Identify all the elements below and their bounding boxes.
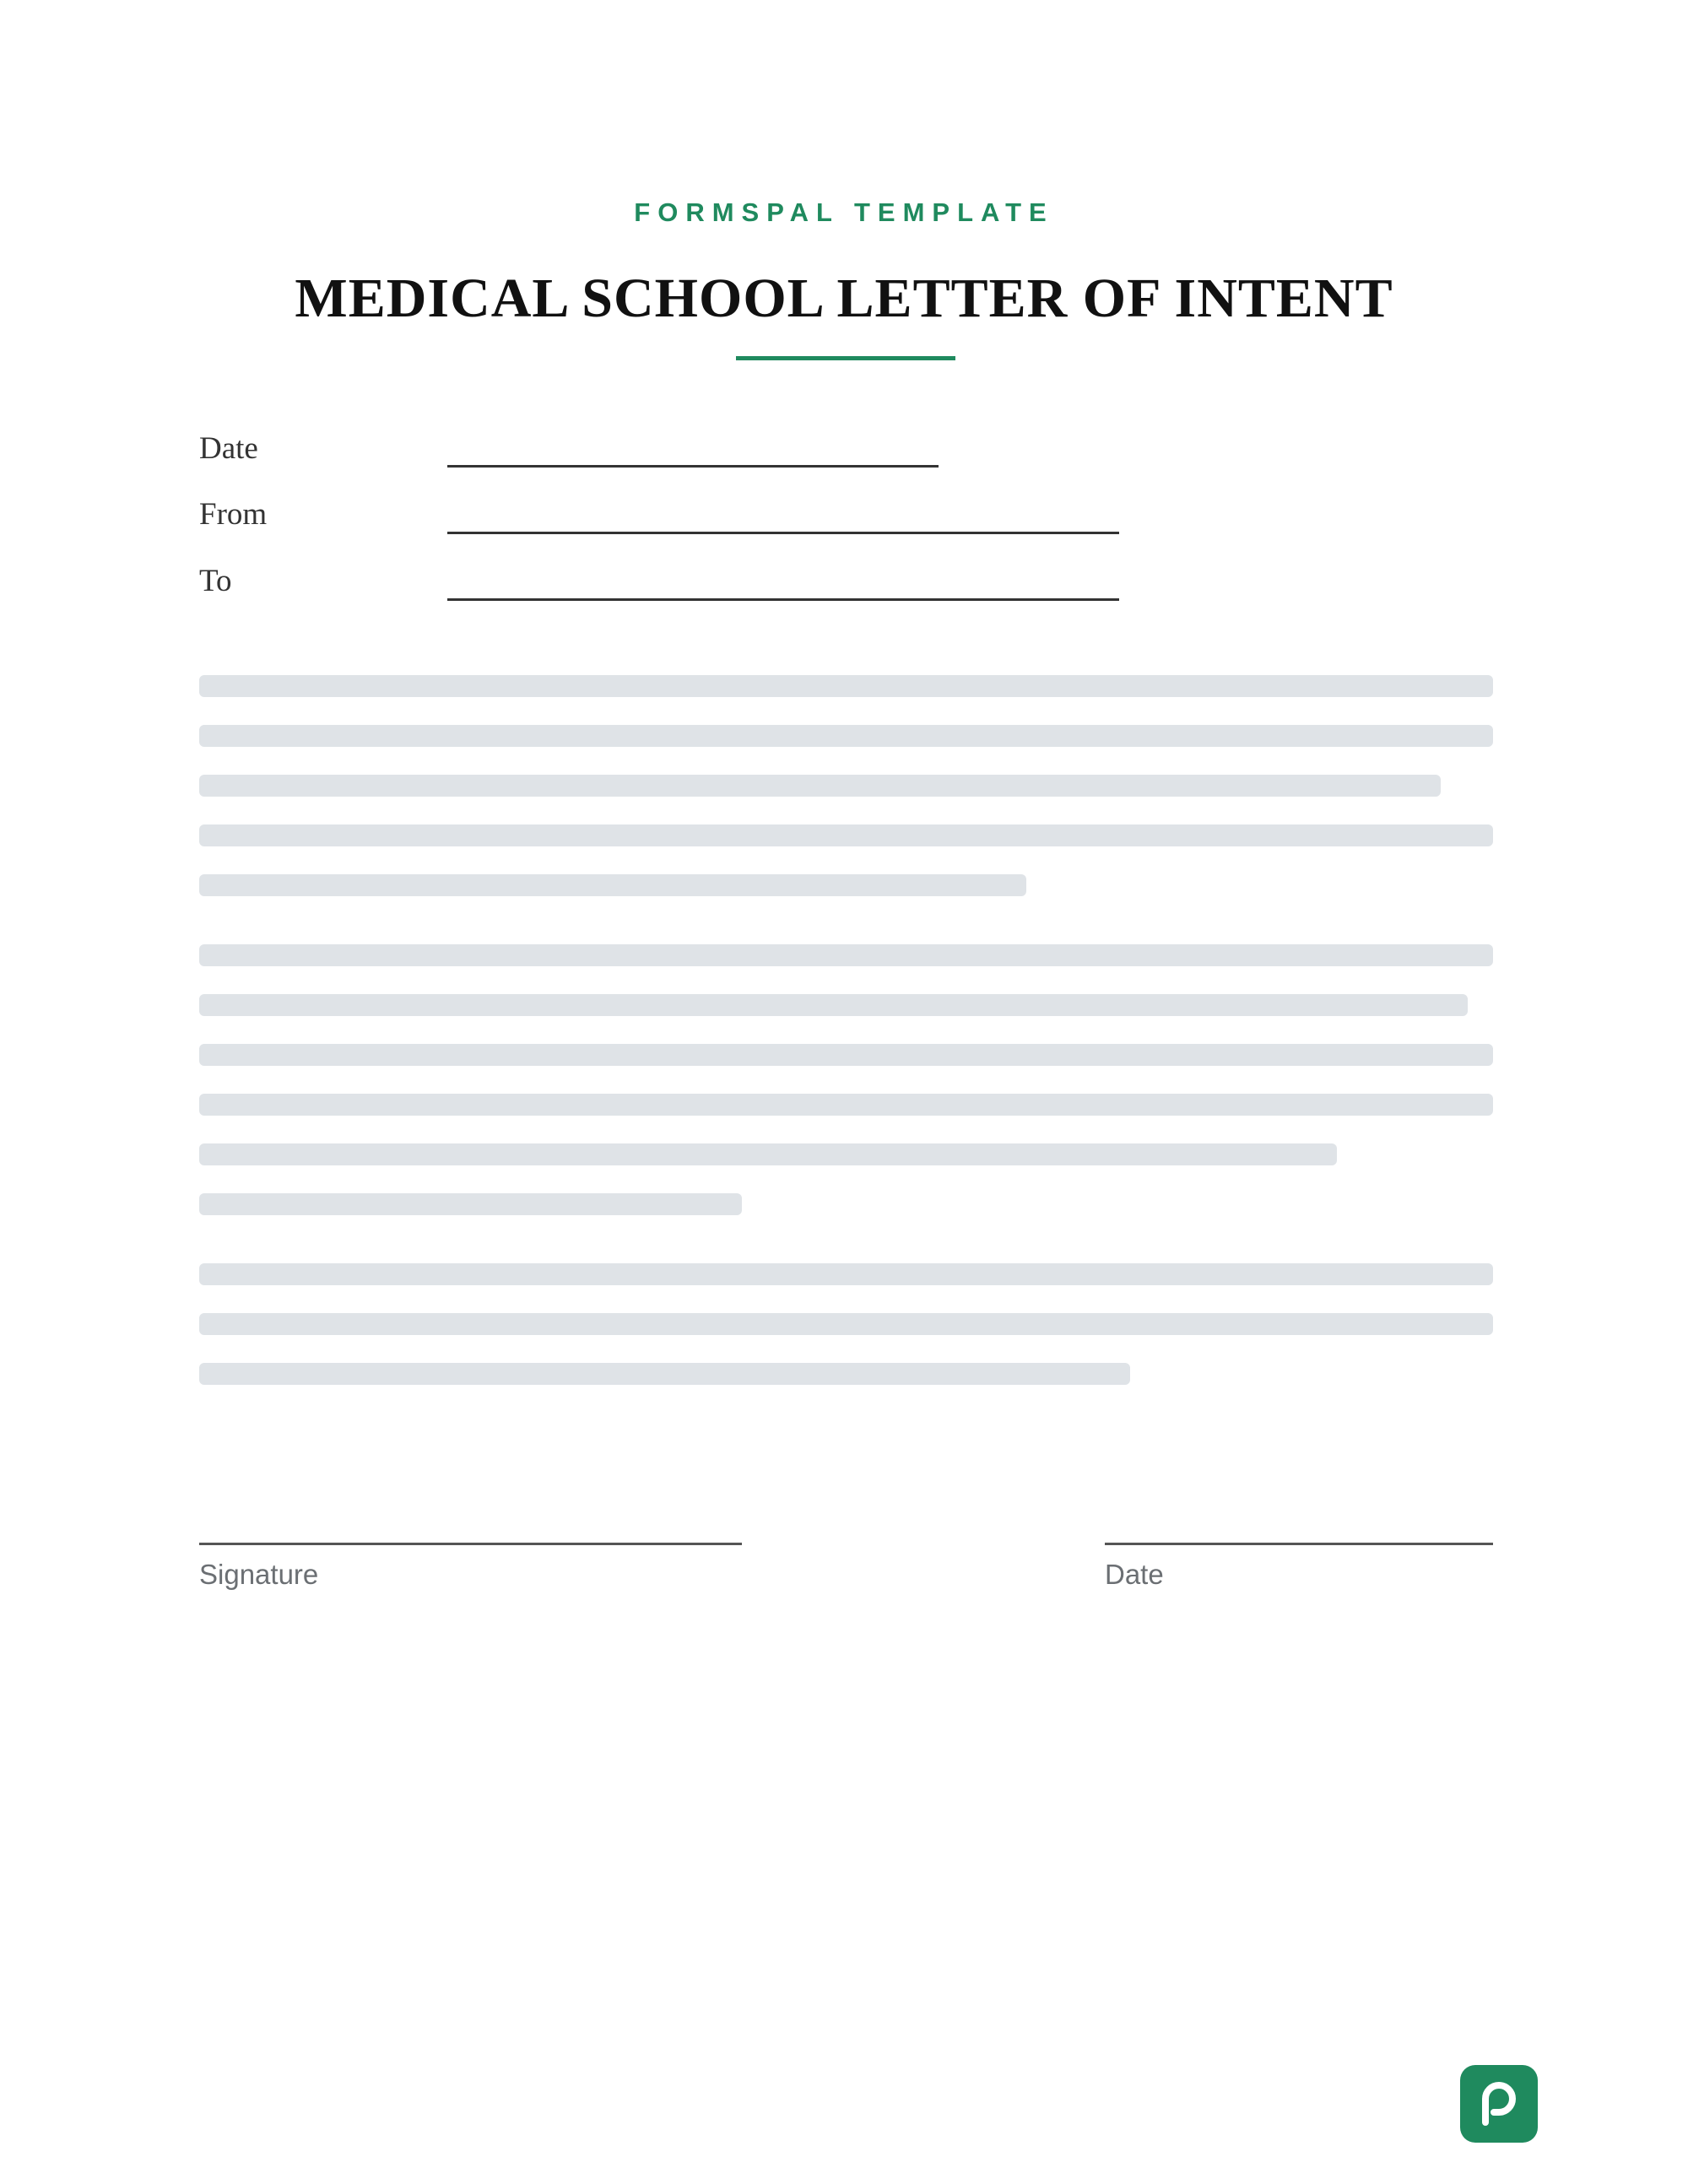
placeholder-text-line	[199, 1094, 1493, 1116]
placeholder-text-line	[199, 775, 1441, 797]
to-field-line[interactable]	[447, 598, 1119, 601]
date-field-line[interactable]	[447, 465, 939, 468]
placeholder-text-line	[199, 874, 1026, 896]
template-kicker: FORMSPAL TEMPLATE	[634, 197, 1054, 227]
placeholder-text-line	[199, 1193, 742, 1215]
placeholder-text-line	[199, 1363, 1130, 1385]
placeholder-text-line	[199, 1263, 1493, 1285]
to-field-label: To	[199, 564, 232, 598]
title-underline	[736, 356, 955, 360]
signature-line[interactable]	[199, 1543, 742, 1545]
from-field-label: From	[199, 497, 268, 532]
placeholder-text-line	[199, 675, 1493, 697]
date-field-label: Date	[199, 431, 258, 466]
signature-label: Signature	[199, 1559, 319, 1590]
placeholder-text-line	[199, 824, 1493, 846]
signature-date-label: Date	[1105, 1559, 1164, 1590]
placeholder-text-line	[199, 994, 1468, 1016]
placeholder-text-line	[199, 944, 1493, 966]
from-field-line[interactable]	[447, 532, 1119, 534]
placeholder-text-line	[199, 1313, 1493, 1335]
signature-date-line[interactable]	[1105, 1543, 1493, 1545]
placeholder-text-line	[199, 1143, 1337, 1165]
formspal-logo-icon	[1460, 2065, 1538, 2143]
placeholder-text-line	[199, 1044, 1493, 1066]
placeholder-text-line	[199, 725, 1493, 747]
page-title: MEDICAL SCHOOL LETTER OF INTENT	[295, 268, 1393, 329]
